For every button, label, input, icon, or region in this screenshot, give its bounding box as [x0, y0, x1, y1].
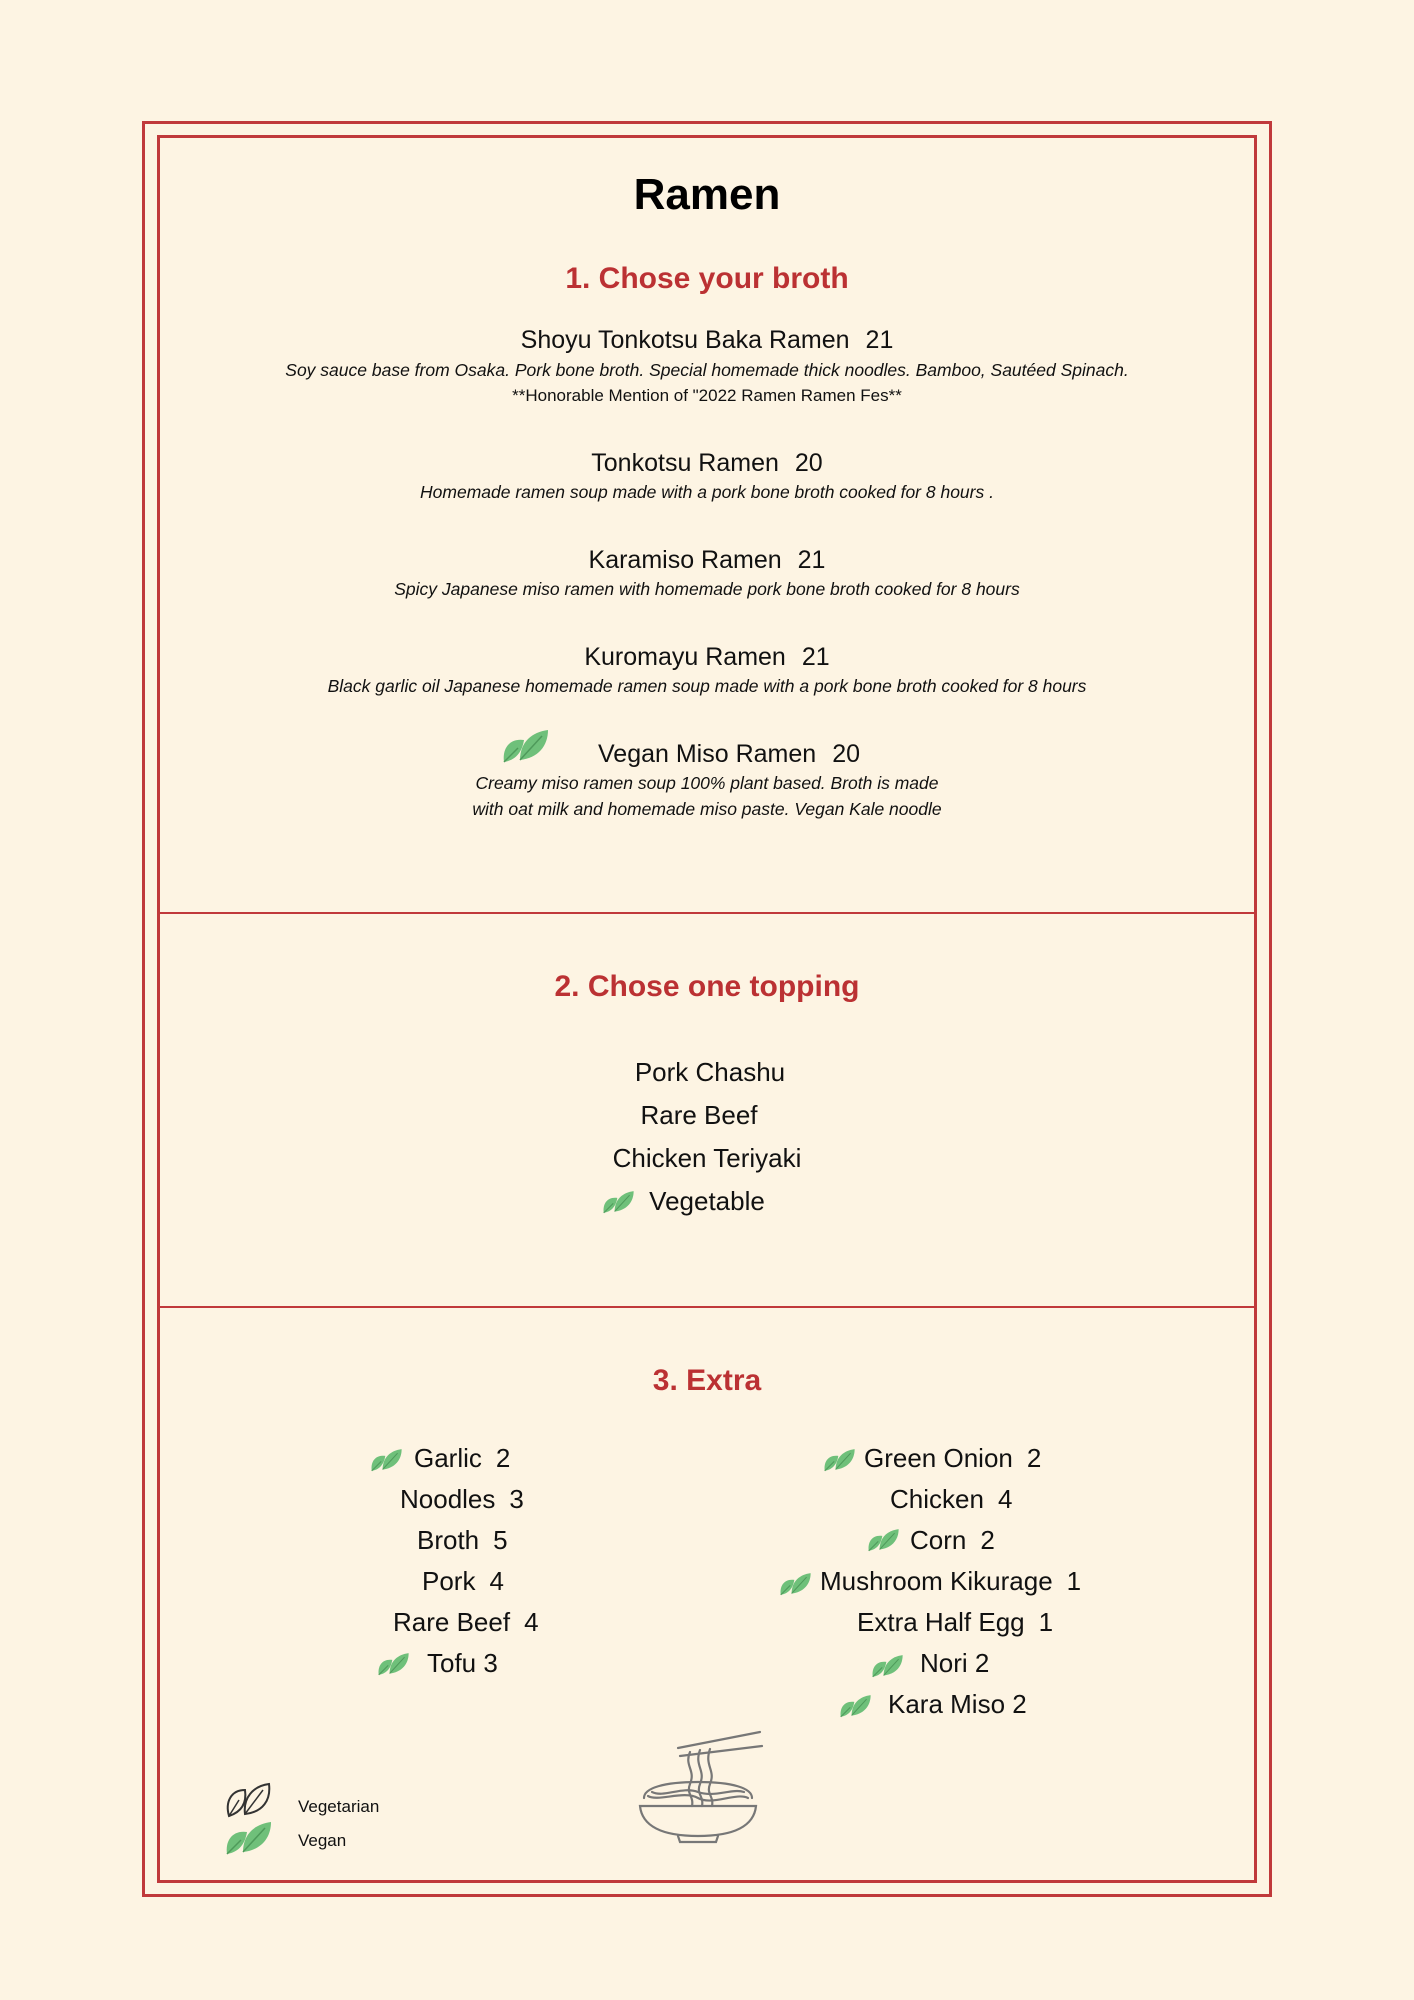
- extra-item: [393, 1607, 539, 1638]
- extra-item: [920, 1648, 989, 1679]
- extra-item-name: Garlic: [414, 1443, 482, 1473]
- extra-item: [820, 1566, 1081, 1597]
- extra-item-name: Tofu 3: [427, 1648, 498, 1678]
- extra-item: [857, 1607, 1053, 1638]
- topping-item: Vegetable: [649, 1186, 765, 1216]
- broth-item-name: [157, 546, 1257, 575]
- extra-item: [864, 1443, 1041, 1474]
- vegan-leaf-icon: [822, 1446, 856, 1474]
- broth-item-name: [157, 643, 1257, 672]
- extra-item-name: Rare Beef: [393, 1607, 511, 1637]
- extra-item: [890, 1484, 1012, 1515]
- topping-item: Rare Beef: [640, 1100, 758, 1130]
- extra-item-price: 2: [495, 1443, 511, 1473]
- broth-item-name: [157, 326, 1257, 355]
- broth-item-name: [157, 740, 1257, 769]
- ramen-bowl-chopsticks-icon: [634, 1726, 764, 1846]
- vegan-leaf-icon: [376, 1650, 410, 1678]
- extra-item-name: Noodles: [400, 1484, 496, 1514]
- extra-item-price: 1: [1038, 1607, 1054, 1637]
- broth-item-description: Spicy Japanese miso ramen with homemade pork bone broth cooked for 8 hours: [394, 579, 1020, 599]
- item-price: 20: [832, 740, 860, 768]
- extra-item-price: 4: [524, 1607, 539, 1637]
- vegan-leaf-icon: [870, 1652, 904, 1680]
- broth-heading: 1. Chose your broth: [565, 262, 849, 295]
- extra-item-price: 3: [509, 1484, 524, 1514]
- broth-item-description: Soy sauce base from Osaka. Pork bone broth. Special homemade thick noodles. Bamboo, Sautéed Spinach.: [285, 360, 1129, 380]
- broth-item-award-note: **Honorable Mention of "2022 Ramen Ramen Fes**: [512, 386, 902, 405]
- item-name: Shoyu Tonkotsu Baka Ramen: [520, 326, 850, 354]
- topping-item: Pork Chashu: [634, 1057, 786, 1087]
- legend-vegetarian-label: Vegetarian: [298, 1797, 380, 1816]
- broth-item-description: Black garlic oil Japanese homemade ramen soup made with a pork bone broth cooked for 8 hours: [327, 676, 1087, 696]
- extra-item: [888, 1689, 1027, 1720]
- legend-vegan-label: Vegan: [298, 1831, 347, 1850]
- vegan-leaf-icon: [866, 1526, 900, 1554]
- item-name: Tonkotsu Ramen: [591, 449, 779, 477]
- broth-item-name: [157, 449, 1257, 478]
- extra-item-price: 4: [489, 1566, 504, 1596]
- section-divider: [157, 912, 1257, 914]
- vegan-leaf-icon: [223, 1818, 273, 1858]
- extra-item-name: Corn: [910, 1525, 967, 1555]
- extra-item: [422, 1566, 504, 1597]
- topping-item: Chicken Teriyaki: [612, 1143, 802, 1173]
- extra-item-name: Kara Miso 2: [888, 1689, 1027, 1719]
- vegan-leaf-icon: [778, 1570, 812, 1598]
- topping-heading: 2. Chose one topping: [554, 970, 860, 1003]
- broth-item-description: with oat milk and homemade miso paste. Vegan Kale noodle: [472, 799, 942, 819]
- extra-item-price: 2: [1026, 1443, 1042, 1473]
- menu-title: Ramen: [633, 170, 781, 219]
- section-divider: [157, 1306, 1257, 1308]
- item-name: Kuromayu Ramen: [584, 643, 786, 671]
- extra-item-name: Broth: [417, 1525, 480, 1555]
- broth-item-description: Creamy miso ramen soup 100% plant based. Broth is made: [475, 773, 939, 793]
- extra-item-name: Extra Half Egg: [857, 1607, 1025, 1637]
- vegetarian-leaf-outline-icon: [223, 1780, 273, 1820]
- item-name: Vegan Miso Ramen: [598, 740, 817, 768]
- extra-item: [414, 1443, 510, 1474]
- item-price: 21: [801, 643, 830, 671]
- extra-item-name: Chicken: [890, 1484, 984, 1514]
- extra-heading: 3. Extra: [652, 1364, 762, 1397]
- broth-item-description: Homemade ramen soup made with a pork bone broth cooked for 8 hours .: [420, 482, 994, 502]
- extra-item-name: Green Onion: [864, 1443, 1013, 1473]
- extra-item-name: Mushroom Kikurage: [820, 1566, 1053, 1596]
- extra-item: [427, 1648, 498, 1679]
- item-price: 20: [794, 449, 823, 477]
- extra-item-price: 1: [1066, 1566, 1082, 1596]
- extra-item-price: 5: [493, 1525, 508, 1555]
- item-price: 21: [797, 546, 826, 574]
- vegan-leaf-icon: [838, 1692, 872, 1720]
- extra-item-price: 4: [997, 1484, 1013, 1514]
- extra-item-name: Nori 2: [920, 1648, 990, 1678]
- extra-item: [910, 1525, 995, 1556]
- vegan-leaf-icon: [369, 1446, 403, 1474]
- extra-item-price: 2: [980, 1525, 995, 1555]
- extra-item: [400, 1484, 524, 1515]
- extra-item-name: Pork: [422, 1566, 476, 1596]
- extra-item: [417, 1525, 508, 1556]
- item-name: Karamiso Ramen: [588, 546, 782, 574]
- item-price: 21: [865, 326, 894, 354]
